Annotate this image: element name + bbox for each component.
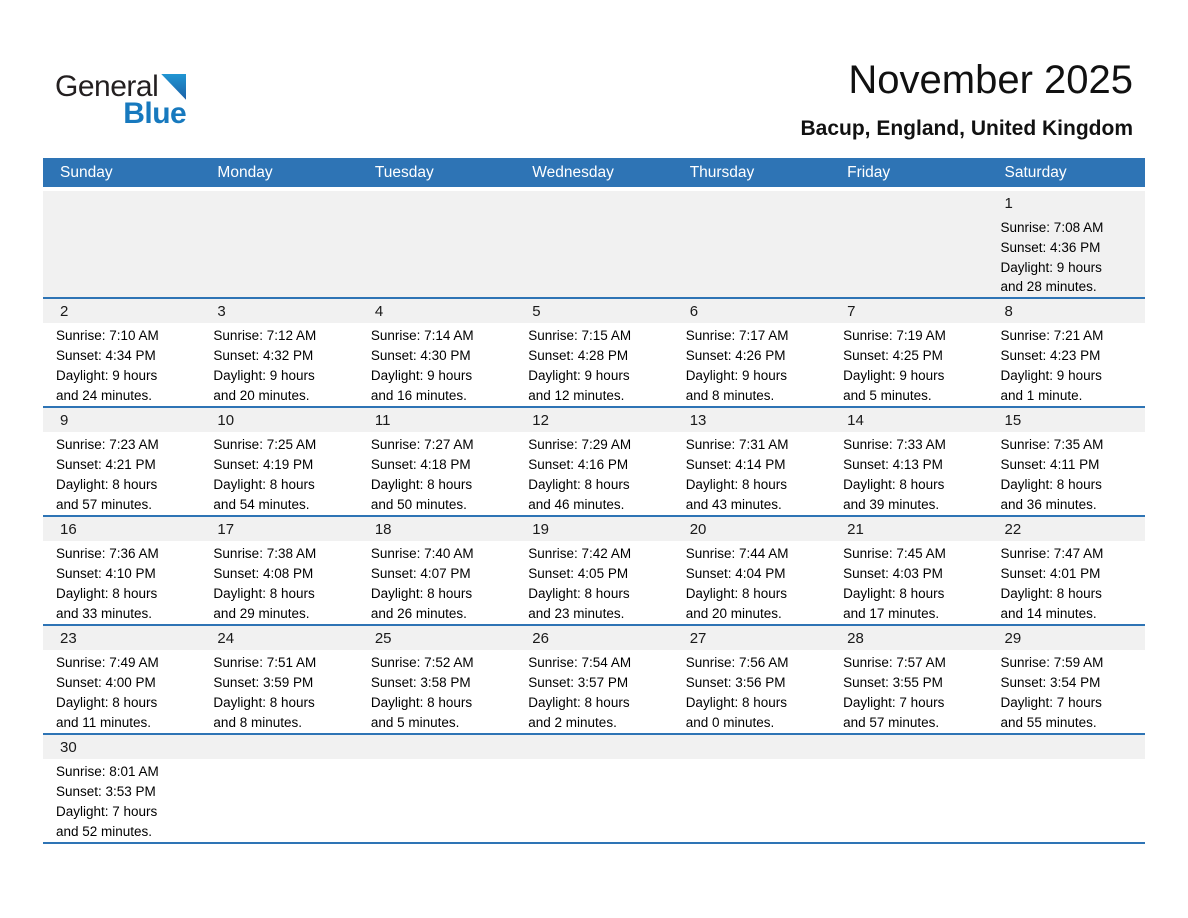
day-cell-18: [358, 516, 515, 625]
sunset-text: Sunset: 4:05 PM: [528, 565, 629, 581]
sunset-text: Sunset: 4:34 PM: [56, 347, 156, 363]
day-number-strip: [988, 626, 1145, 650]
week-row-6: [43, 734, 1145, 843]
sunrise-text: Sunrise: 7:35 AM: [1000, 437, 1104, 453]
week-row-4: [43, 516, 1145, 625]
day-details: [673, 432, 830, 514]
day-details: [988, 650, 1145, 732]
weekday-header-wednesday: Wednesday: [532, 163, 614, 181]
day-cell-8: [988, 298, 1145, 407]
daylight-text: Daylight: 8 hours: [843, 476, 945, 492]
sunrise-text: Sunrise: 7:45 AM: [843, 546, 946, 562]
weekday-header-friday: Friday: [847, 163, 891, 181]
sunrise-text: Sunrise: 7:33 AM: [843, 437, 946, 453]
weekday-header-saturday: Saturday: [1004, 163, 1067, 181]
day-number: 22: [1004, 521, 1022, 539]
day-details: [200, 432, 357, 514]
header-titles: [801, 58, 1134, 141]
day-number: 17: [217, 521, 235, 539]
daylight-text-continued: and 54 minutes.: [213, 496, 310, 512]
day-number: 12: [532, 412, 549, 430]
daylight-text-continued: and 29 minutes.: [213, 605, 310, 621]
calendar-body: [43, 189, 1145, 843]
sunset-text: Sunset: 4:19 PM: [213, 456, 314, 472]
daylight-text-continued: and 55 minutes.: [1000, 714, 1097, 730]
daylight-text-continued: and 5 minutes.: [843, 387, 932, 403]
sunrise-text: Sunrise: 7:12 AM: [213, 328, 317, 344]
daylight-text-continued: and 5 minutes.: [370, 714, 460, 730]
sunset-text: Sunset: 4:03 PM: [843, 565, 943, 581]
daylight-text: Daylight: 7 hours: [843, 694, 945, 710]
daylight-text: Daylight: 7 hours: [56, 803, 158, 819]
sunrise-text: Sunrise: 7:31 AM: [685, 437, 789, 453]
day-number-strip: [200, 299, 357, 323]
daylight-text-continued: and 28 minutes.: [1000, 279, 1097, 295]
sunset-text: Sunset: 4:36 PM: [1000, 239, 1101, 255]
daylight-text: Daylight: 8 hours: [528, 476, 630, 492]
sunset-text: Sunset: 4:16 PM: [528, 456, 629, 472]
sunset-text: Sunset: 4:10 PM: [56, 565, 156, 581]
day-details: [200, 541, 357, 623]
empty-day-cell: [43, 189, 200, 298]
daylight-text: Daylight: 9 hours: [843, 367, 945, 383]
sunrise-text: Sunrise: 7:15 AM: [528, 328, 632, 344]
week-row-1: [43, 189, 1145, 298]
daylight-text-continued: and 16 minutes.: [370, 387, 467, 403]
daylight-text: Daylight: 8 hours: [685, 694, 787, 710]
daylight-text: Daylight: 8 hours: [56, 694, 158, 710]
day-number-strip: [358, 299, 515, 323]
day-details: [358, 432, 515, 514]
daylight-text-continued: and 2 minutes.: [528, 714, 617, 730]
sunrise-text: Sunrise: 7:29 AM: [528, 437, 632, 453]
day-details: [43, 650, 200, 732]
day-number: 9: [60, 412, 69, 430]
day-details: [988, 323, 1145, 405]
daylight-text: Daylight: 8 hours: [528, 585, 630, 601]
day-cell-9: [43, 407, 200, 516]
daylight-text-continued: and 39 minutes.: [843, 496, 940, 512]
day-number-strip: [673, 408, 830, 432]
day-number-strip: [988, 517, 1145, 541]
sunrise-text: Sunrise: 7:59 AM: [1000, 655, 1104, 671]
day-details: [43, 215, 200, 218]
day-cell-27: [673, 625, 830, 734]
sunrise-text: Sunrise: 7:23 AM: [56, 437, 159, 453]
day-details: [673, 323, 830, 405]
sunrise-text: Sunrise: 7:17 AM: [685, 328, 789, 344]
weekday-header-tuesday: Tuesday: [374, 163, 434, 181]
daylight-text: Daylight: 9 hours: [213, 367, 315, 383]
day-details: [515, 759, 672, 762]
day-number: 3: [217, 303, 226, 321]
daylight-text-continued: and 8 minutes.: [213, 714, 302, 730]
day-details: [830, 323, 987, 405]
logo-text-blue: Blue: [123, 97, 187, 130]
day-number-strip: [358, 191, 515, 215]
day-details: [358, 759, 515, 762]
day-number: 16: [60, 521, 77, 539]
day-cell-3: [200, 298, 357, 407]
day-number-strip: [358, 408, 515, 432]
day-cell-20: [673, 516, 830, 625]
daylight-text-continued: and 26 minutes.: [370, 605, 467, 621]
day-details: [830, 650, 987, 732]
day-number-strip: [830, 191, 987, 215]
day-number-strip: [673, 735, 830, 759]
day-number: 11: [374, 412, 391, 430]
day-details: [673, 759, 830, 762]
sunset-text: Sunset: 4:11 PM: [1000, 456, 1100, 472]
sunset-text: Sunset: 4:18 PM: [370, 456, 471, 472]
day-number-strip: [200, 735, 357, 759]
day-number-strip: [43, 299, 200, 323]
day-number-strip: [43, 735, 200, 759]
day-cell-28: [830, 625, 987, 734]
daylight-text-continued: and 24 minutes.: [56, 387, 153, 403]
daylight-text: Daylight: 8 hours: [1000, 585, 1102, 601]
day-number: 24: [217, 630, 235, 648]
day-cell-6: [673, 298, 830, 407]
day-details: [515, 432, 672, 514]
sunset-text: Sunset: 4:28 PM: [528, 347, 629, 363]
day-number-strip: [515, 191, 672, 215]
daylight-text-continued: and 20 minutes.: [685, 605, 782, 621]
day-number-strip: [515, 517, 672, 541]
day-cell-1: [988, 189, 1145, 298]
day-number-strip: [358, 626, 515, 650]
sunset-text: Sunset: 3:55 PM: [843, 674, 943, 690]
day-number: 21: [847, 521, 864, 539]
daylight-text: Daylight: 8 hours: [213, 476, 315, 492]
daylight-text: Daylight: 9 hours: [685, 367, 787, 383]
sunrise-text: Sunrise: 7:56 AM: [685, 655, 789, 671]
sunset-text: Sunset: 4:32 PM: [213, 347, 314, 363]
empty-day-cell: [988, 734, 1145, 843]
general-blue-logo: [55, 72, 186, 129]
weekday-header-sunday: Sunday: [60, 163, 113, 181]
day-number-strip: [200, 191, 357, 215]
daylight-text-continued: and 23 minutes.: [528, 605, 625, 621]
day-details: [673, 541, 830, 623]
day-details: [673, 215, 830, 218]
day-number: 13: [689, 412, 707, 430]
day-cell-11: [358, 407, 515, 516]
daylight-text: Daylight: 9 hours: [1000, 259, 1102, 275]
day-number-strip: [515, 299, 672, 323]
daylight-text-continued: and 11 minutes.: [56, 714, 152, 730]
daylight-text: Daylight: 8 hours: [370, 694, 473, 710]
day-cell-7: [830, 298, 987, 407]
day-details: [358, 541, 515, 623]
day-details: [830, 432, 987, 514]
daylight-text: Daylight: 8 hours: [843, 585, 945, 601]
daylight-text-continued: and 50 minutes.: [370, 496, 467, 512]
daylight-text: Daylight: 8 hours: [370, 476, 473, 492]
sunrise-text: Sunrise: 7:57 AM: [843, 655, 946, 671]
week-row-3: [43, 407, 1145, 516]
week-row-5: [43, 625, 1145, 734]
sunset-text: Sunset: 4:08 PM: [213, 565, 314, 581]
day-number: 29: [1004, 630, 1022, 648]
day-details: [988, 215, 1145, 297]
day-cell-14: [830, 407, 987, 516]
day-number-strip: [43, 408, 200, 432]
sunrise-text: Sunrise: 7:27 AM: [370, 437, 474, 453]
daylight-text: Daylight: 9 hours: [56, 367, 158, 383]
day-number: 27: [689, 630, 707, 648]
daylight-text: Daylight: 8 hours: [1000, 476, 1102, 492]
empty-day-cell: [515, 734, 672, 843]
logo-text-general: General: [55, 70, 159, 103]
day-number-strip: [830, 626, 987, 650]
daylight-text-continued: and 17 minutes.: [843, 605, 940, 621]
week-row-2: [43, 298, 1145, 407]
day-details: [358, 323, 515, 405]
empty-day-cell: [830, 734, 987, 843]
calendar-header: [43, 158, 1145, 189]
day-details: [358, 215, 515, 218]
sunrise-text: Sunrise: 7:14 AM: [370, 328, 474, 344]
empty-day-cell: [830, 189, 987, 298]
empty-day-cell: [358, 734, 515, 843]
day-number: 30: [60, 739, 77, 757]
daylight-text-continued: and 43 minutes.: [685, 496, 782, 512]
day-number-strip: [988, 191, 1145, 215]
sunset-text: Sunset: 4:14 PM: [685, 456, 786, 472]
day-details: [673, 650, 830, 732]
day-number: 7: [847, 303, 856, 321]
empty-day-cell: [200, 189, 357, 298]
sunrise-text: Sunrise: 8:01 AM: [56, 764, 159, 780]
day-cell-22: [988, 516, 1145, 625]
day-details: [830, 215, 987, 218]
day-number: 19: [532, 521, 549, 539]
day-details: [988, 541, 1145, 623]
day-number-strip: [830, 517, 987, 541]
daylight-text-continued: and 12 minutes.: [528, 387, 625, 403]
daylight-text: Daylight: 8 hours: [56, 585, 158, 601]
daylight-text: Daylight: 8 hours: [213, 585, 315, 601]
day-number-strip: [43, 191, 200, 215]
day-cell-13: [673, 407, 830, 516]
daylight-text: Daylight: 7 hours: [1000, 694, 1102, 710]
daylight-text-continued: and 46 minutes.: [528, 496, 625, 512]
daylight-text: Daylight: 8 hours: [685, 585, 787, 601]
day-details: [515, 541, 672, 623]
day-number: 18: [374, 521, 392, 539]
sunrise-text: Sunrise: 7:49 AM: [56, 655, 159, 671]
sunrise-text: Sunrise: 7:47 AM: [1000, 546, 1104, 562]
day-number-strip: [830, 299, 987, 323]
day-number-strip: [358, 735, 515, 759]
day-number-strip: [988, 299, 1145, 323]
sunrise-text: Sunrise: 7:51 AM: [213, 655, 317, 671]
day-details: [515, 650, 672, 732]
day-number-strip: [988, 408, 1145, 432]
day-cell-15: [988, 407, 1145, 516]
day-cell-25: [358, 625, 515, 734]
day-cell-12: [515, 407, 672, 516]
day-number: 6: [689, 303, 699, 321]
daylight-text: Daylight: 9 hours: [1000, 367, 1102, 383]
sunrise-text: Sunrise: 7:08 AM: [1000, 220, 1104, 235]
sunset-text: Sunset: 4:13 PM: [843, 456, 943, 472]
day-number: 23: [60, 630, 77, 648]
day-number-strip: [673, 517, 830, 541]
day-number-strip: [515, 626, 672, 650]
sunset-text: Sunset: 4:01 PM: [1000, 565, 1101, 581]
daylight-text-continued: and 14 minutes.: [1000, 605, 1097, 621]
day-number: 10: [217, 412, 235, 430]
day-cell-17: [200, 516, 357, 625]
daylight-text-continued: and 20 minutes.: [213, 387, 310, 403]
day-details: [43, 759, 200, 841]
day-cell-30: [43, 734, 200, 843]
day-cell-29: [988, 625, 1145, 734]
day-number-strip: [358, 517, 515, 541]
day-details: [200, 215, 357, 218]
daylight-text-continued: and 0 minutes.: [685, 714, 775, 730]
weekday-header-monday: Monday: [217, 163, 273, 181]
daylight-text: Daylight: 8 hours: [56, 476, 158, 492]
empty-day-cell: [673, 189, 830, 298]
sunset-text: Sunset: 3:59 PM: [213, 674, 314, 690]
sunrise-text: Sunrise: 7:52 AM: [370, 655, 474, 671]
day-details: [358, 650, 515, 732]
day-cell-16: [43, 516, 200, 625]
day-details: [830, 541, 987, 623]
sunrise-text: Sunrise: 7:21 AM: [1000, 328, 1104, 344]
day-details: [43, 323, 200, 405]
day-cell-26: [515, 625, 672, 734]
month-title: November 2025: [848, 58, 1133, 102]
day-number: 2: [60, 303, 69, 321]
sunset-text: Sunset: 4:23 PM: [1000, 347, 1101, 363]
day-number-strip: [830, 408, 987, 432]
day-number: 5: [532, 303, 541, 321]
daylight-text: Daylight: 8 hours: [685, 476, 787, 492]
day-number: 25: [374, 630, 392, 648]
sunset-text: Sunset: 3:54 PM: [1000, 674, 1101, 690]
daylight-text: Daylight: 8 hours: [528, 694, 630, 710]
empty-day-cell: [515, 189, 672, 298]
sunset-text: Sunset: 4:21 PM: [56, 456, 156, 472]
day-details: [200, 650, 357, 732]
daylight-text-continued: and 33 minutes.: [56, 605, 153, 621]
day-cell-24: [200, 625, 357, 734]
day-number-strip: [200, 517, 357, 541]
sunrise-text: Sunrise: 7:36 AM: [56, 546, 159, 562]
day-number: 20: [689, 521, 707, 539]
day-details: [830, 759, 987, 762]
day-cell-5: [515, 298, 672, 407]
day-details: [43, 541, 200, 623]
sunrise-text: Sunrise: 7:19 AM: [843, 328, 946, 344]
empty-day-cell: [358, 189, 515, 298]
day-number-strip: [43, 517, 200, 541]
empty-day-cell: [673, 734, 830, 843]
day-number-strip: [43, 626, 200, 650]
sunrise-text: Sunrise: 7:25 AM: [213, 437, 317, 453]
sunset-text: Sunset: 4:26 PM: [685, 347, 786, 363]
day-number-strip: [673, 626, 830, 650]
day-number: 26: [532, 630, 549, 648]
day-details: [200, 759, 357, 762]
day-details: [515, 215, 672, 218]
daylight-text: Daylight: 8 hours: [213, 694, 315, 710]
sunrise-text: Sunrise: 7:40 AM: [370, 546, 474, 562]
weekday-header-row: [43, 158, 1145, 189]
sunset-text: Sunset: 4:04 PM: [685, 565, 786, 581]
day-details: [200, 323, 357, 405]
day-number: 4: [374, 303, 384, 321]
sunset-text: Sunset: 3:57 PM: [528, 674, 629, 690]
daylight-text-continued: and 8 minutes.: [685, 387, 775, 403]
sunset-text: Sunset: 3:56 PM: [685, 674, 786, 690]
sunrise-text: Sunrise: 7:42 AM: [528, 546, 632, 562]
day-number-strip: [515, 408, 672, 432]
day-details: [988, 759, 1145, 762]
sunrise-text: Sunrise: 7:44 AM: [685, 546, 789, 562]
day-cell-4: [358, 298, 515, 407]
day-cell-2: [43, 298, 200, 407]
calendar-table: [43, 158, 1145, 844]
location-subtitle: Bacup, England, United Kingdom: [800, 117, 1133, 140]
sunset-text: Sunset: 4:30 PM: [370, 347, 471, 363]
day-number-strip: [673, 299, 830, 323]
day-cell-19: [515, 516, 672, 625]
sunset-text: Sunset: 3:58 PM: [370, 674, 471, 690]
day-number: 8: [1004, 303, 1013, 321]
daylight-text-continued: and 1 minute.: [1000, 387, 1083, 403]
daylight-text-continued: and 57 minutes.: [56, 496, 153, 512]
day-number-strip: [673, 191, 830, 215]
daylight-text: Daylight: 8 hours: [370, 585, 473, 601]
day-details: [988, 432, 1145, 514]
sunrise-text: Sunrise: 7:54 AM: [528, 655, 632, 671]
sunset-text: Sunset: 4:00 PM: [56, 674, 156, 690]
weekday-header-thursday: Thursday: [689, 163, 755, 181]
day-number-strip: [830, 735, 987, 759]
day-cell-21: [830, 516, 987, 625]
daylight-text: Daylight: 9 hours: [370, 367, 473, 383]
daylight-text-continued: and 57 minutes.: [843, 714, 940, 730]
daylight-text-continued: and 52 minutes.: [56, 823, 153, 839]
sunset-text: Sunset: 4:07 PM: [370, 565, 471, 581]
day-number-strip: [988, 735, 1145, 759]
daylight-text-continued: and 36 minutes.: [1000, 496, 1097, 512]
sunrise-text: Sunrise: 7:10 AM: [56, 328, 159, 344]
day-details: [43, 432, 200, 514]
day-cell-10: [200, 407, 357, 516]
day-number: 1: [1004, 195, 1013, 212]
sunset-text: Sunset: 4:25 PM: [843, 347, 943, 363]
day-number: 15: [1004, 412, 1022, 430]
sunset-text: Sunset: 3:53 PM: [56, 783, 156, 799]
daylight-text: Daylight: 9 hours: [528, 367, 630, 383]
day-number-strip: [515, 735, 672, 759]
sunrise-text: Sunrise: 7:38 AM: [213, 546, 317, 562]
day-number-strip: [200, 626, 357, 650]
empty-day-cell: [200, 734, 357, 843]
day-number: 14: [847, 412, 864, 430]
day-number: 28: [847, 630, 864, 648]
day-number-strip: [200, 408, 357, 432]
day-cell-23: [43, 625, 200, 734]
day-details: [515, 323, 672, 405]
